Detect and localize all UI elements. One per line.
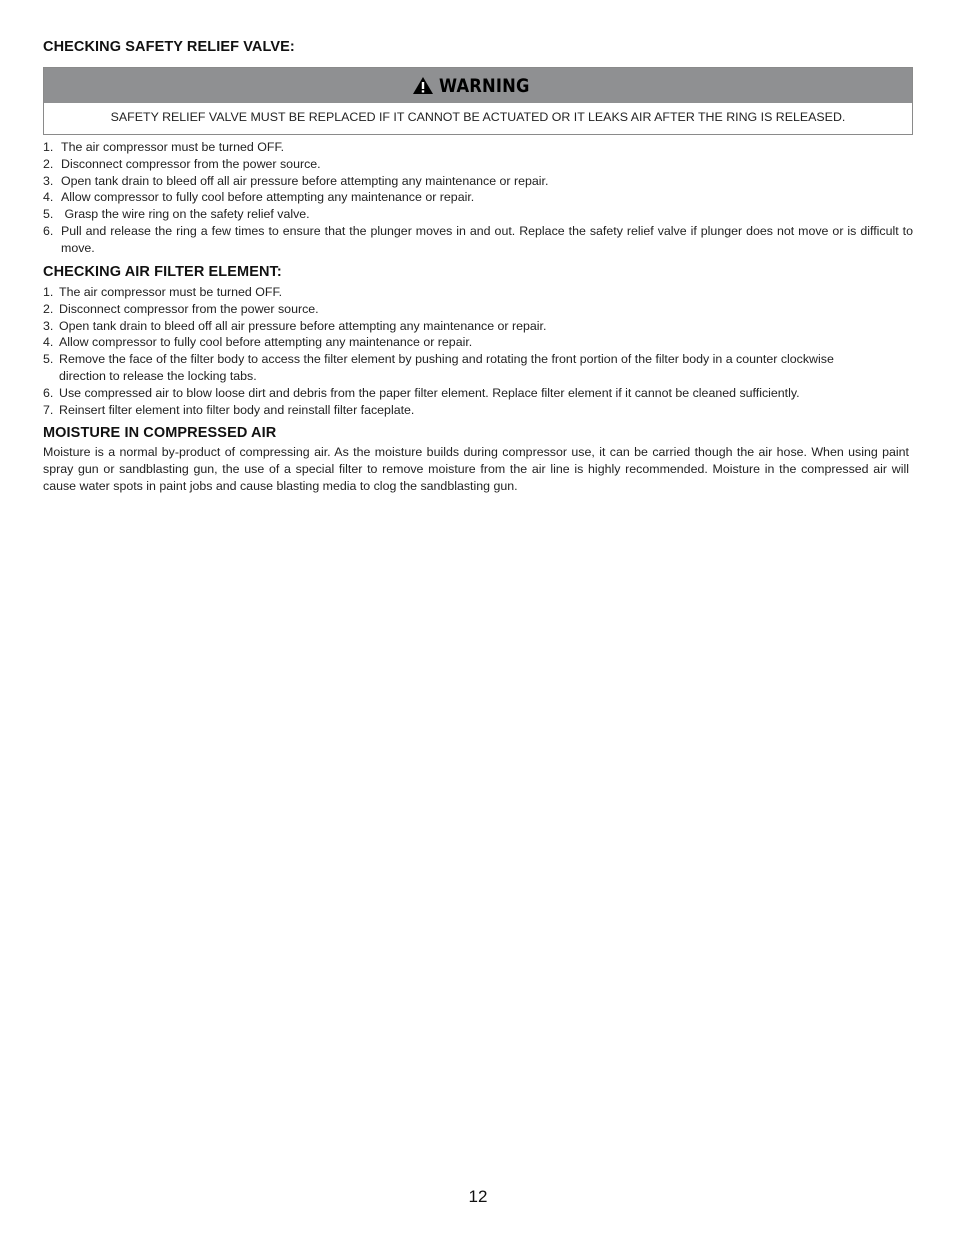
step-number: 2. bbox=[43, 301, 54, 316]
step-number: 3. bbox=[43, 318, 54, 333]
warning-triangle-icon bbox=[412, 76, 434, 95]
step-number: 7. bbox=[43, 402, 54, 417]
page-number: 12 bbox=[468, 1187, 488, 1206]
step-text: Use compressed air to blow loose dirt and debris from the paper filter element. Replace filter element if it cannot be cleaned sufficiently. bbox=[59, 385, 800, 400]
air-filter-steps bbox=[43, 284, 913, 418]
step-text: Pull and release the ring a few times to ensure that the plunger moves in and out. Replace the safety relief valve if plunger does not move or is difficult to move. bbox=[61, 223, 913, 255]
step-number: 5. bbox=[43, 207, 54, 222]
step-number: 5. bbox=[43, 352, 54, 367]
step-text: Allow compressor to fully cool before attempting any maintenance or repair. bbox=[61, 190, 475, 205]
step-number: 2. bbox=[43, 156, 54, 171]
step-number: 4. bbox=[43, 190, 54, 205]
list-item bbox=[43, 284, 913, 301]
list-item bbox=[43, 301, 913, 318]
warning-box bbox=[43, 67, 913, 135]
step-number: 6. bbox=[43, 385, 54, 400]
step-number: 1. bbox=[43, 140, 54, 154]
step-number: 1. bbox=[43, 285, 54, 299]
warning-title: WARNING bbox=[438, 74, 530, 97]
list-item bbox=[43, 206, 913, 223]
list-item bbox=[43, 189, 913, 206]
list-item bbox=[43, 385, 913, 402]
list-item bbox=[43, 351, 913, 385]
step-text: Allow compressor to fully cool before attempting any maintenance or repair. bbox=[59, 335, 473, 350]
step-number: 6. bbox=[43, 223, 54, 238]
step-text: Open tank drain to bleed off all air pressure before attempting any maintenance or repair. bbox=[59, 318, 547, 333]
section-heading-air-filter-element: CHECKING AIR FILTER ELEMENT: bbox=[43, 264, 282, 280]
step-text: Disconnect compressor from the power source. bbox=[61, 156, 321, 171]
step-text: Open tank drain to bleed off all air pressure before attempting any maintenance or repair. bbox=[61, 173, 549, 188]
step-text: Grasp the wire ring on the safety relief valve. bbox=[61, 207, 310, 222]
step-number: 4. bbox=[43, 335, 54, 350]
list-item bbox=[43, 223, 913, 257]
step-number: 3. bbox=[43, 173, 54, 188]
section-heading-moisture: MOISTURE IN COMPRESSED AIR bbox=[43, 425, 277, 441]
warning-text: SAFETY RELIEF VALVE MUST BE REPLACED IF IT CANNOT BE ACTUATED OR IT LEAKS AIR AFTER THE RING IS RELEASED. bbox=[110, 110, 846, 124]
step-text: Reinsert filter element into filter body and reinstall filter faceplate. bbox=[59, 402, 415, 417]
list-item bbox=[43, 156, 913, 173]
list-item bbox=[43, 402, 913, 419]
list-item bbox=[43, 173, 913, 190]
step-text: Remove the face of the filter body to access the filter element by pushing and rotating the front portion of the filter body in a counter clockwise direction to release the locking tabs. bbox=[59, 352, 834, 383]
step-text: The air compressor must be turned OFF. bbox=[59, 285, 283, 299]
list-item bbox=[43, 318, 913, 335]
moisture-paragraph: Moisture is a normal by-product of compressing air. As the moisture builds during compressor use, it can be carried though the air hose. When using paint spray gun or sandblasting gun, the use of a special filter to remove moisture from the air line is highly recommended. Moisture in the compressed air will cause water spots in paint jobs and cause blasting media to clog the sandblasting gun. bbox=[43, 445, 909, 493]
step-text: The air compressor must be turned OFF. bbox=[61, 140, 285, 154]
warning-header bbox=[44, 68, 912, 103]
list-item bbox=[43, 139, 913, 156]
list-item bbox=[43, 334, 913, 351]
step-text: Disconnect compressor from the power source. bbox=[59, 301, 319, 316]
section-heading-safety-relief-valve: CHECKING SAFETY RELIEF VALVE: bbox=[43, 39, 295, 55]
relief-valve-steps bbox=[43, 139, 913, 257]
